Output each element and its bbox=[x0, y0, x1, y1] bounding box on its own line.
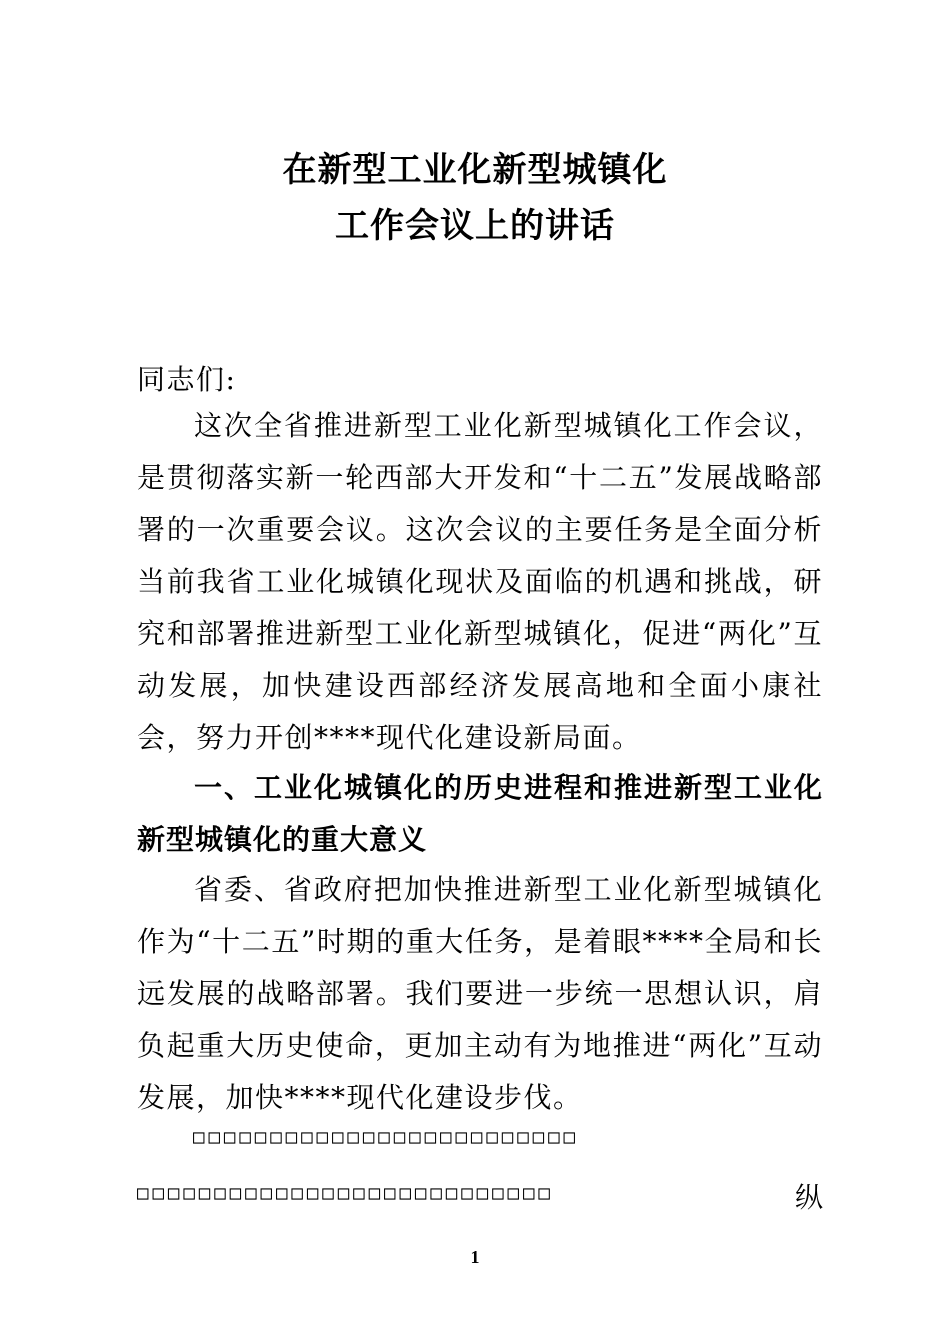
document-title-line1: 在新型工业化新型城镇化 bbox=[282, 150, 668, 190]
line-end-character: 纵 bbox=[795, 1181, 824, 1214]
salutation: 同志们: bbox=[137, 363, 237, 396]
unrendered-text-line-2: □□□□□□□□□□□□□□□□□□□□□□□□□□□ bbox=[137, 1182, 554, 1204]
paragraph-intro: 这次全省推进新型工业化新型城镇化工作会议，是贯彻落实新一轮西部大开发和“十二五”发展战略部署的一次重要会议。这次会议的主要任务是全面分析当前我省工业化城镇化现状及面临的机遇和挑战，研究和部署推进新型工业化新型城镇化，促进“两化”互动发展，加快建设西部经济发展高地和全面小康社会，努力开创****现代化建设新局面。 bbox=[137, 409, 823, 754]
paragraph-section-1: 省委、省政府把加快推进新型工业化新型城镇化作为“十二五”时期的重大任务，是着眼****全局和长远发展的战略部署。我们要进一步统一思想认识，肩负起重大历史使命，更加主动有为地推进“两化”互动发展，加快****现代化建设步伐。 bbox=[137, 873, 823, 1114]
section-heading-1: 一、工业化城镇化的历史进程和推进新型工业化新型城镇化的重大意义 bbox=[137, 771, 823, 856]
document-title-line2: 工作会议上的讲话 bbox=[335, 206, 615, 246]
unrendered-text-line-1: □□□□□□□□□□□□□□□□□□□□□□□□□ bbox=[193, 1126, 579, 1148]
page-number: 1 bbox=[470, 1247, 480, 1267]
